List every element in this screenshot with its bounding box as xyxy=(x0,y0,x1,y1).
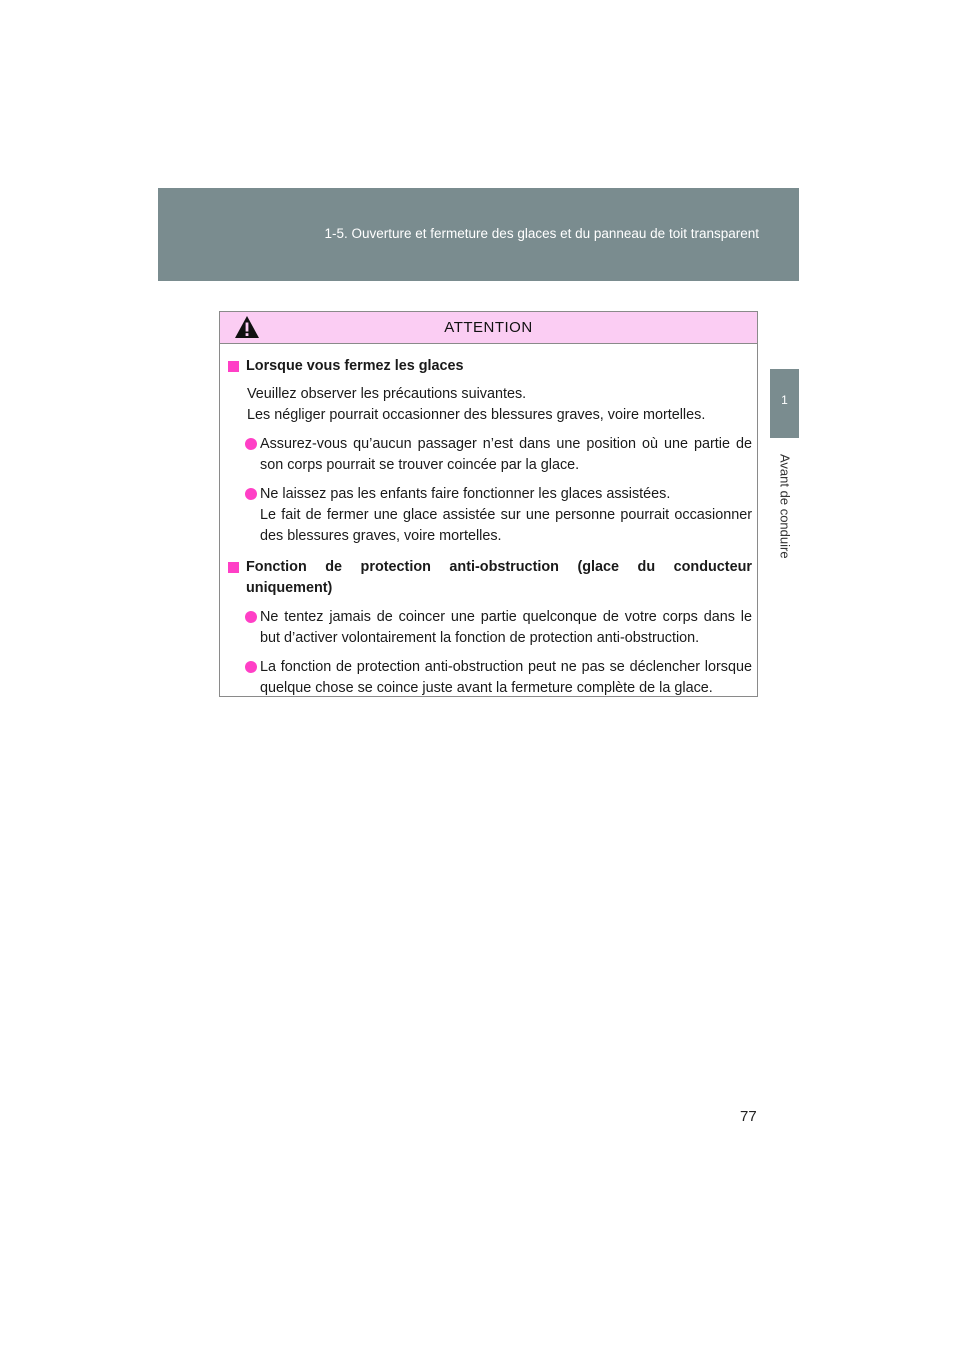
circle-bullet-icon xyxy=(245,611,257,623)
side-tab-label-container xyxy=(771,448,799,564)
bullet-text: Assurez-vous qu’aucun passager n’est dans une position où une partie de son corps pourrait se trouver coincée par la glace. xyxy=(260,436,752,473)
page-number: 77 xyxy=(740,1108,757,1125)
bullet-text: La fonction de protection anti-obstruction peut ne pas se déclencher lorsque quelque chose se coince juste avant la fermeture complète de la glace. xyxy=(260,659,752,696)
bullet-text: Ne tentez jamais de coincer une partie quelconque de votre corps dans le but d’activer volontairement la fonction de protection anti-obstruction. xyxy=(260,609,752,646)
warning-body xyxy=(220,344,757,699)
section-title-text: Lorsque vous fermez les glaces xyxy=(246,358,464,374)
side-tab-label: Avant de conduire xyxy=(777,453,793,559)
bullet-item xyxy=(228,657,752,699)
section-title-text: Fonction de protection anti-obstruction (glace du conducteur uniquement) xyxy=(246,559,752,596)
bullet-item xyxy=(228,607,752,649)
square-bullet-icon xyxy=(228,562,239,573)
chapter-title: 1-5. Ouverture et fermeture des glaces et du panneau de toit transparent xyxy=(324,226,759,241)
circle-bullet-icon xyxy=(245,661,257,673)
intro-line: Veuillez observer les précautions suivantes. xyxy=(247,386,527,402)
intro-line: Les négliger pourrait occasionner des blessures graves, voire mortelles. xyxy=(247,407,706,423)
warning-triangle-icon xyxy=(234,315,260,339)
bullet-text: Ne laissez pas les enfants faire fonctionner les glaces assistées. xyxy=(260,486,671,502)
circle-bullet-icon xyxy=(245,488,257,500)
warning-header xyxy=(220,312,757,344)
warning-label: ATTENTION xyxy=(444,319,533,336)
circle-bullet-icon xyxy=(245,438,257,450)
section-title xyxy=(228,356,752,377)
bullet-text: Le fait de fermer une glace assistée sur une personne pourrait occasionner des blessures graves, voire mortelles. xyxy=(260,507,752,544)
square-bullet-icon xyxy=(228,361,239,372)
bullet-item xyxy=(228,484,752,547)
chapter-header xyxy=(158,188,799,281)
section-title xyxy=(228,557,752,599)
side-tab xyxy=(770,369,799,438)
section-intro xyxy=(228,384,752,426)
bullet-item xyxy=(228,434,752,476)
warning-box xyxy=(219,311,758,697)
side-tab-number: 1 xyxy=(781,393,788,407)
